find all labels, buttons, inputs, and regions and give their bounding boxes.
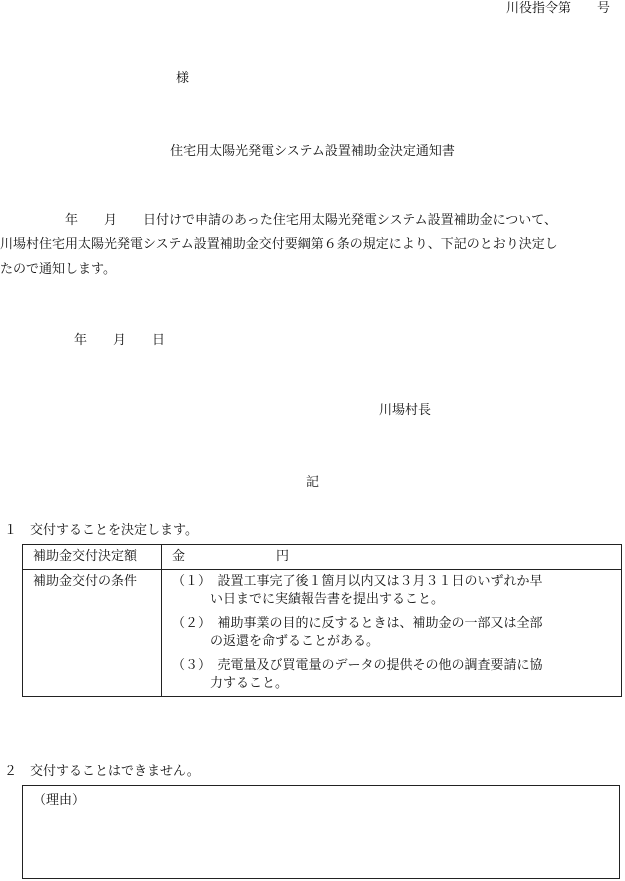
body-line-2: 川場村住宅用太陽光発電システム設置補助金交付要綱第６条の規定により、下記のとおり決定し xyxy=(0,237,558,252)
condition-3-line-1: （３） 売電量及び買電量のデータの提供その他の調査要請に協 xyxy=(172,658,543,673)
condition-item xyxy=(172,615,616,651)
condition-1-line-2: い日までに実績報告書を提出すること。 xyxy=(210,592,445,607)
document-title: 住宅用太陽光発電システム設置補助金決定通知書 xyxy=(170,144,455,159)
grant-decision-table xyxy=(22,544,622,697)
condition-1-line-1: （１） 設置工事完了後１箇月以内又は３月３１日のいずれか早 xyxy=(172,574,543,589)
body-line-3: たので通知します。 xyxy=(0,262,116,277)
condition-2-line-1: （２） 補助事業の目的に反するときは、補助金の一部又は全部 xyxy=(172,616,543,631)
grant-conditions-cell xyxy=(162,570,622,697)
reason-box xyxy=(22,785,620,879)
recipient-honorific: 様 xyxy=(176,71,190,86)
grant-conditions-label: 補助金交付の条件 xyxy=(23,570,162,697)
table-row xyxy=(23,545,622,570)
issuer-name: 川場村長 xyxy=(379,403,432,418)
document-number: 川役指令第 号 xyxy=(505,1,610,16)
table-row xyxy=(23,570,622,697)
body-line-1: 年 月 日付けで申請のあった住宅用太陽光発電システム設置補助金について、 xyxy=(0,213,558,228)
reason-label: （理由） xyxy=(33,793,86,808)
issue-date: 年 月 日 xyxy=(74,333,166,348)
ki-heading: 記 xyxy=(305,475,319,490)
condition-item xyxy=(172,573,616,609)
condition-2-line-2: の返還を命ずることがある。 xyxy=(210,634,380,649)
condition-3-line-2: 力すること。 xyxy=(210,676,289,691)
section-2-heading: ２ 交付することはできません。 xyxy=(4,764,200,779)
grant-amount-value: 金 円 xyxy=(162,545,622,570)
section-1-heading: １ 交付することを決定します。 xyxy=(4,523,198,538)
grant-amount-label: 補助金交付決定額 xyxy=(23,545,162,570)
condition-item xyxy=(172,657,616,693)
